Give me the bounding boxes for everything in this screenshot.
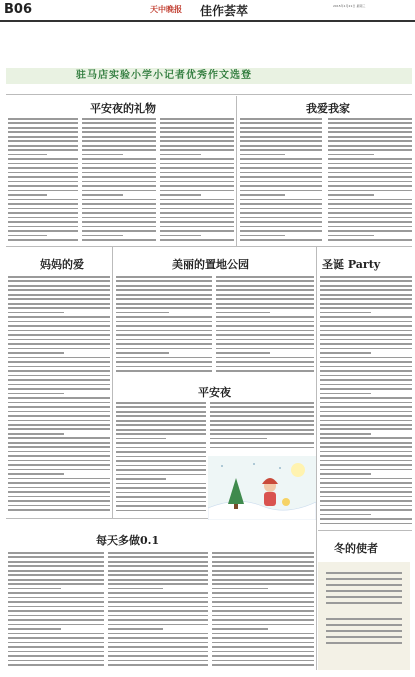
body-night-col1 (116, 276, 212, 376)
headline-winter: 冬的使者 (334, 542, 378, 555)
body-me-col1 (240, 118, 322, 244)
headline-me: 我爱我家 (306, 102, 350, 115)
illustration-christmas-girl (208, 456, 316, 520)
newspaper-logo: 天中晚报 (150, 5, 182, 14)
headline-peace: 平安夜 (198, 386, 231, 399)
body-daily-col1 (8, 552, 104, 670)
headline-party: 圣诞 Party (322, 258, 381, 271)
body-party (320, 276, 412, 528)
poem-box (318, 562, 410, 670)
body-mom (8, 276, 110, 516)
body-peace-col1 (116, 402, 206, 516)
body-gift-col2 (82, 118, 156, 244)
page-number: B06 (4, 2, 32, 17)
body-me-col2 (328, 118, 412, 244)
headline-daily: 每天多做0.1 (96, 534, 160, 547)
banner (6, 68, 412, 84)
body-daily-col2 (108, 552, 208, 670)
masthead (0, 0, 415, 22)
headline-night: 美丽的置地公园 (172, 258, 249, 271)
banner-title: 驻马店实验小学小记者优秀作文选登 (76, 70, 252, 81)
body-night-col2 (216, 276, 314, 376)
masthead-date: 2015年1月21日 星期三 (333, 4, 366, 8)
body-gift-col1 (8, 118, 78, 244)
body-gift-col3 (160, 118, 234, 244)
headline-gift: 平安夜的礼物 (90, 102, 156, 115)
body-daily-col3 (212, 552, 314, 670)
body-peace-col2 (210, 402, 314, 454)
section-title: 佳作荟萃 (200, 4, 249, 18)
headline-mom: 妈妈的爱 (40, 258, 84, 271)
